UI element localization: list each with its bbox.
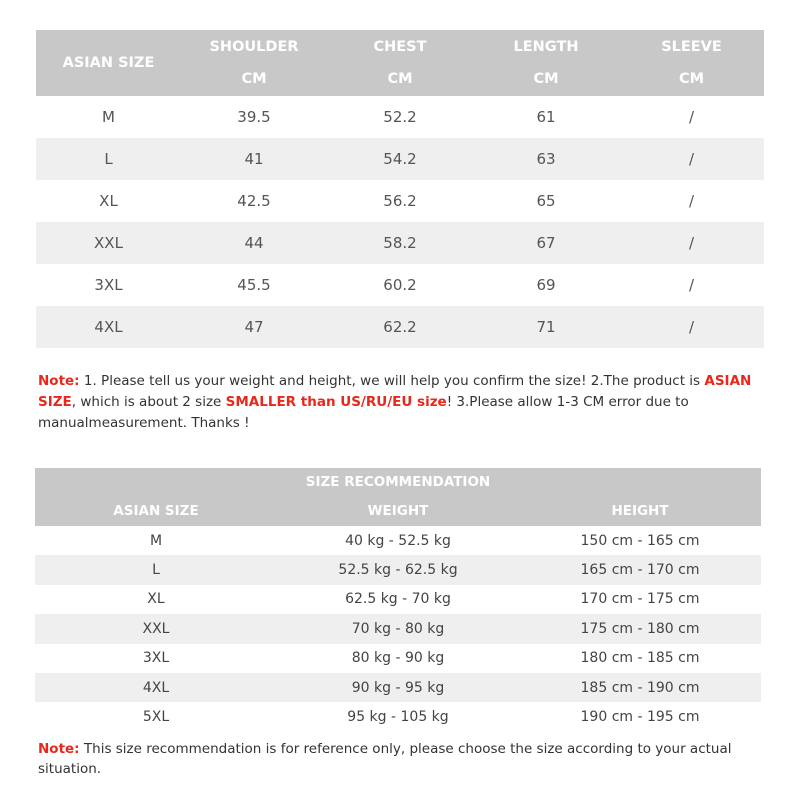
table-row <box>35 555 761 584</box>
recommendation-note <box>38 739 758 779</box>
weight-cell: 80 kg - 90 kg <box>351 650 445 667</box>
note-text: , which is about 2 size <box>71 394 226 410</box>
note-text: ! 3.Please allow 1-3 CM error due to manualmeasurement. Thanks ! <box>38 394 689 431</box>
weight-cell: 40 kg - 52.5 kg <box>345 532 451 549</box>
header-chest: CHEST CM <box>327 30 473 96</box>
size-cell: 3XL <box>94 276 123 294</box>
size-cell: L <box>35 555 277 584</box>
height-cell: 180 cm - 185 cm <box>580 650 700 667</box>
note-highlight-asian-size: ASIAN SIZE <box>38 373 752 410</box>
header-asian-size: ASIAN SIZE <box>36 30 181 96</box>
height-cell: 190 cm - 195 cm <box>580 709 700 726</box>
chest-cell: 56.2 <box>383 192 417 210</box>
sleeve-cell: / <box>688 108 695 126</box>
header-length: LENGTH CM <box>473 30 619 96</box>
note-label: Note: <box>38 373 80 389</box>
chest-cell: 62.2 <box>327 306 473 348</box>
size-chart-table <box>36 30 764 348</box>
length-cell: 67 <box>473 222 619 264</box>
table-row <box>35 585 761 614</box>
size-note <box>38 371 768 434</box>
table-row <box>36 180 764 222</box>
size-cell: XXL <box>35 614 277 643</box>
size-cell: XXL <box>36 222 181 264</box>
table-row <box>36 222 764 264</box>
shoulder-cell: 39.5 <box>237 108 271 126</box>
note-highlight-smaller: SMALLER than US/RU/EU size <box>225 394 447 410</box>
header-height: HEIGHT <box>519 496 761 526</box>
table-row <box>35 702 761 731</box>
size-cell: 5XL <box>142 709 170 726</box>
header-asian-size: ASIAN SIZE <box>35 496 277 526</box>
header-shoulder: SHOULDER CM <box>181 30 327 96</box>
size-cell: 4XL <box>35 673 277 702</box>
note-text: 1. Please tell us your weight and height, we will help you confirm the size! 2.The product is <box>79 373 705 389</box>
table-row <box>36 138 764 180</box>
length-cell: 65 <box>536 192 556 210</box>
chest-cell: 60.2 <box>383 276 417 294</box>
weight-cell: 52.5 kg - 62.5 kg <box>277 555 519 584</box>
size-cell: M <box>149 532 163 549</box>
sleeve-cell: / <box>688 276 695 294</box>
header-weight: WEIGHT <box>277 496 519 526</box>
length-cell: 71 <box>473 306 619 348</box>
header-sleeve: SLEEVE CM <box>619 30 764 96</box>
length-cell: 69 <box>536 276 556 294</box>
note-text: This size recommendation is for reference only, please choose the size according to your actual situation. <box>38 741 732 777</box>
table-row <box>35 673 761 702</box>
recommendation-title: SIZE RECOMMENDATION <box>35 468 761 496</box>
recommendation-header-row <box>35 496 761 526</box>
size-cell: L <box>36 138 181 180</box>
chest-cell: 58.2 <box>327 222 473 264</box>
note-label: Note: <box>38 741 80 757</box>
height-cell: 165 cm - 170 cm <box>519 555 761 584</box>
shoulder-cell: 45.5 <box>237 276 271 294</box>
table-row <box>36 264 764 306</box>
sleeve-cell: / <box>688 192 695 210</box>
sleeve-cell: / <box>619 222 764 264</box>
shoulder-cell: 44 <box>181 222 327 264</box>
shoulder-cell: 47 <box>181 306 327 348</box>
chest-cell: 52.2 <box>383 108 417 126</box>
table-row <box>36 306 764 348</box>
weight-cell: 62.5 kg - 70 kg <box>345 591 451 608</box>
recommendation-title-row <box>35 468 761 496</box>
height-cell: 185 cm - 190 cm <box>519 673 761 702</box>
height-cell: 150 cm - 165 cm <box>580 532 700 549</box>
weight-cell: 95 kg - 105 kg <box>347 709 449 726</box>
length-cell: 61 <box>536 108 556 126</box>
size-cell: 3XL <box>142 650 170 667</box>
table-row <box>35 614 761 643</box>
sleeve-cell: / <box>619 138 764 180</box>
size-chart-header-row <box>36 30 764 96</box>
chest-cell: 54.2 <box>327 138 473 180</box>
table-row <box>36 96 764 138</box>
length-cell: 63 <box>473 138 619 180</box>
sleeve-cell: / <box>619 306 764 348</box>
weight-cell: 70 kg - 80 kg <box>277 614 519 643</box>
height-cell: 175 cm - 180 cm <box>519 614 761 643</box>
size-cell: XL <box>99 192 118 210</box>
shoulder-cell: 42.5 <box>237 192 271 210</box>
shoulder-cell: 41 <box>181 138 327 180</box>
size-cell: M <box>102 108 115 126</box>
weight-cell: 90 kg - 95 kg <box>277 673 519 702</box>
height-cell: 170 cm - 175 cm <box>580 591 700 608</box>
size-cell: XL <box>147 591 165 608</box>
table-row <box>35 644 761 673</box>
size-recommendation-table <box>35 468 761 732</box>
size-cell: 4XL <box>36 306 181 348</box>
table-row <box>35 526 761 555</box>
